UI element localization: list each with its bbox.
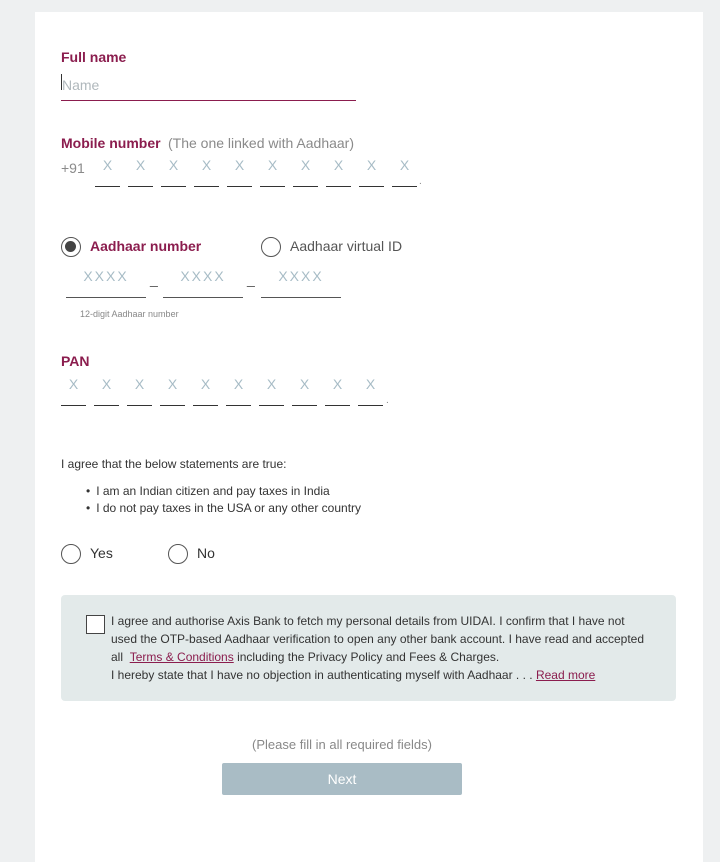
aadhaar-group-2-input[interactable]: XXXX — [163, 264, 243, 298]
declaration-list — [86, 483, 361, 517]
mobile-digit-input[interactable]: X — [95, 153, 120, 187]
mobile-digit-input[interactable]: X — [161, 153, 186, 187]
no-radio[interactable] — [168, 544, 188, 564]
aadhaar-group-3-input[interactable]: XXXX — [261, 264, 341, 298]
aadhaar-group-1-input[interactable]: XXXX — [66, 264, 146, 298]
pan-char-input[interactable]: X — [292, 372, 317, 406]
pan-char-input[interactable]: X — [61, 372, 86, 406]
text-cursor — [61, 74, 62, 90]
declaration-item: • I do not pay taxes in the USA or any other country — [86, 500, 361, 517]
terms-conditions-link[interactable]: Terms & Conditions — [129, 650, 234, 664]
consent-text-part-3: I hereby state that I have no objection in authenticating myself with Aadhaar . . . — [111, 668, 533, 682]
aadhaar-number-label: Aadhaar number — [90, 238, 202, 254]
read-more-link[interactable]: Read more — [535, 668, 596, 682]
mobile-digit-input[interactable]: X — [392, 153, 417, 187]
pan-end-dot: . — [386, 395, 389, 406]
consent-box — [61, 595, 676, 701]
aadhaar-number-radio[interactable] — [61, 237, 81, 257]
no-label: No — [197, 545, 215, 561]
pan-char-input[interactable]: X — [160, 372, 185, 406]
pan-label: PAN — [61, 353, 90, 369]
required-fields-helper: (Please fill in all required fields) — [252, 737, 432, 752]
pan-char-input[interactable]: X — [127, 372, 152, 406]
country-code-prefix: +91 — [61, 160, 85, 176]
yes-label: Yes — [90, 545, 113, 561]
pan-char-input[interactable]: X — [325, 372, 350, 406]
aadhaar-separator: _ — [150, 271, 158, 287]
pan-char-input[interactable]: X — [226, 372, 251, 406]
consent-checkbox[interactable] — [86, 615, 105, 634]
aadhaar-virtual-id-radio[interactable] — [261, 237, 281, 257]
pan-char-input[interactable]: X — [193, 372, 218, 406]
full-name-input[interactable] — [61, 70, 356, 101]
declaration-item: • I am an Indian citizen and pay taxes in India — [86, 483, 361, 500]
consent-text — [111, 612, 651, 684]
mobile-number-hint: (The one linked with Aadhaar) — [168, 135, 354, 151]
mobile-digit-input[interactable]: X — [194, 153, 219, 187]
aadhaar-virtual-id-label: Aadhaar virtual ID — [290, 238, 403, 254]
full-name-label: Full name — [61, 49, 127, 65]
consent-text-part-2: including the Privacy Policy and Fees & Charges. — [237, 650, 500, 664]
mobile-digit-input[interactable]: X — [293, 153, 318, 187]
next-button[interactable]: Next — [222, 763, 462, 795]
mobile-end-dot: . — [419, 176, 422, 187]
pan-char-input[interactable]: X — [94, 372, 119, 406]
pan-char-input[interactable]: X — [358, 372, 383, 406]
yes-radio[interactable] — [61, 544, 81, 564]
mobile-number-label: Mobile number — [61, 135, 161, 151]
mobile-digit-input[interactable]: X — [128, 153, 153, 187]
consent-text-part-1: I agree and authorise Axis Bank to fetch my personal details from UIDAI. I confirm that I have not used the OTP-based Aadhaar verification to open any other bank account. I have read and accepted all — [111, 614, 645, 664]
aadhaar-separator: _ — [247, 271, 255, 287]
mobile-digit-input[interactable]: X — [260, 153, 285, 187]
mobile-digit-input[interactable]: X — [227, 153, 252, 187]
mobile-digit-input[interactable]: X — [326, 153, 351, 187]
declaration-intro: I agree that the below statements are true: — [61, 457, 287, 471]
mobile-digit-input[interactable]: X — [359, 153, 384, 187]
pan-char-input[interactable]: X — [259, 372, 284, 406]
aadhaar-helper-text: 12-digit Aadhaar number — [80, 309, 179, 319]
